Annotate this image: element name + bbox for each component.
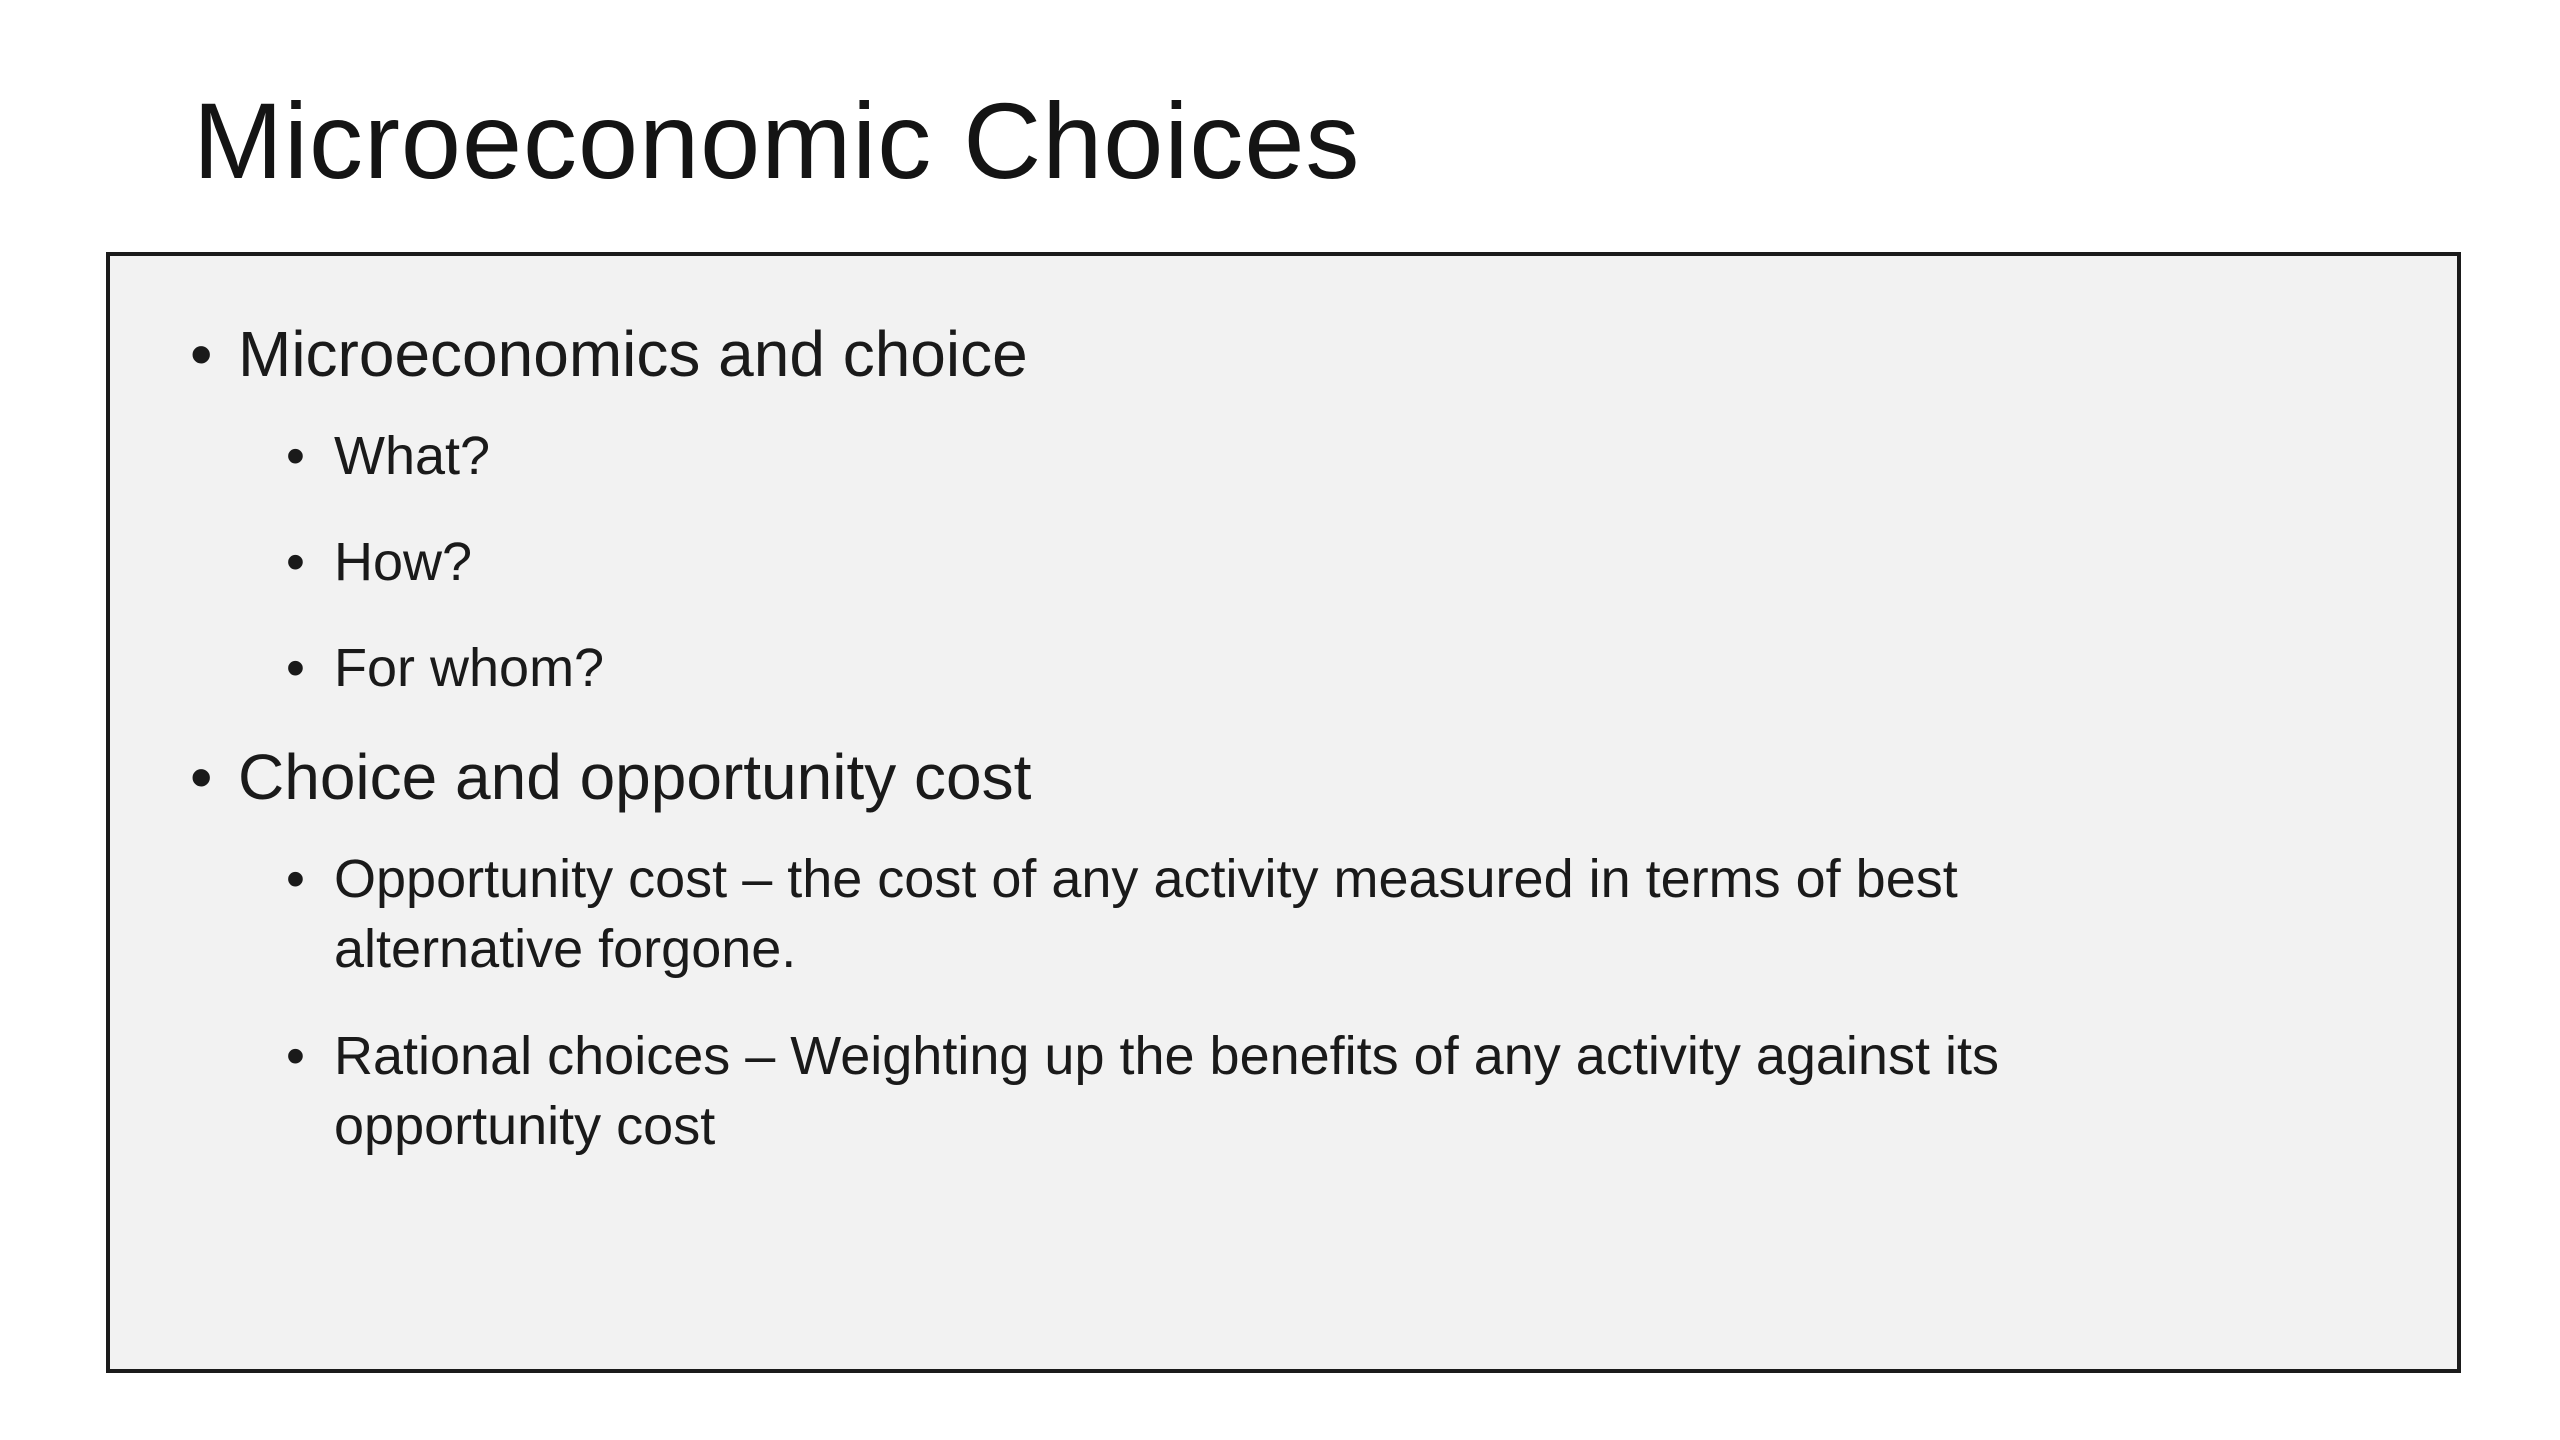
sub-bullet-what: • What?	[286, 421, 2184, 491]
bullet-microeconomics-and-choice	[190, 316, 2377, 703]
sub-bullet-list	[238, 844, 2377, 1161]
sub-bullet-rational-choices: • Rational choices – Weighting up the benefits of any activity against its opportunity cost	[286, 1021, 2184, 1161]
sub-bullet-how: • How?	[286, 527, 2184, 597]
sub-bullet-for-whom: • For whom?	[286, 633, 2184, 703]
content-box	[106, 252, 2461, 1373]
bullet-text: Choice and opportunity cost	[238, 741, 1032, 814]
sub-bullet-list	[238, 421, 2377, 704]
sub-bullet-opportunity-cost: • Opportunity cost – the cost of any activity measured in terms of best alternative forgone.	[286, 844, 2184, 984]
bullet-choice-and-opportunity-cost	[190, 739, 2377, 1161]
bullet-list	[190, 316, 2377, 1197]
slide-title: Microeconomic Choices	[193, 80, 1361, 201]
bullet-text: Microeconomics and choice	[238, 318, 1028, 390]
